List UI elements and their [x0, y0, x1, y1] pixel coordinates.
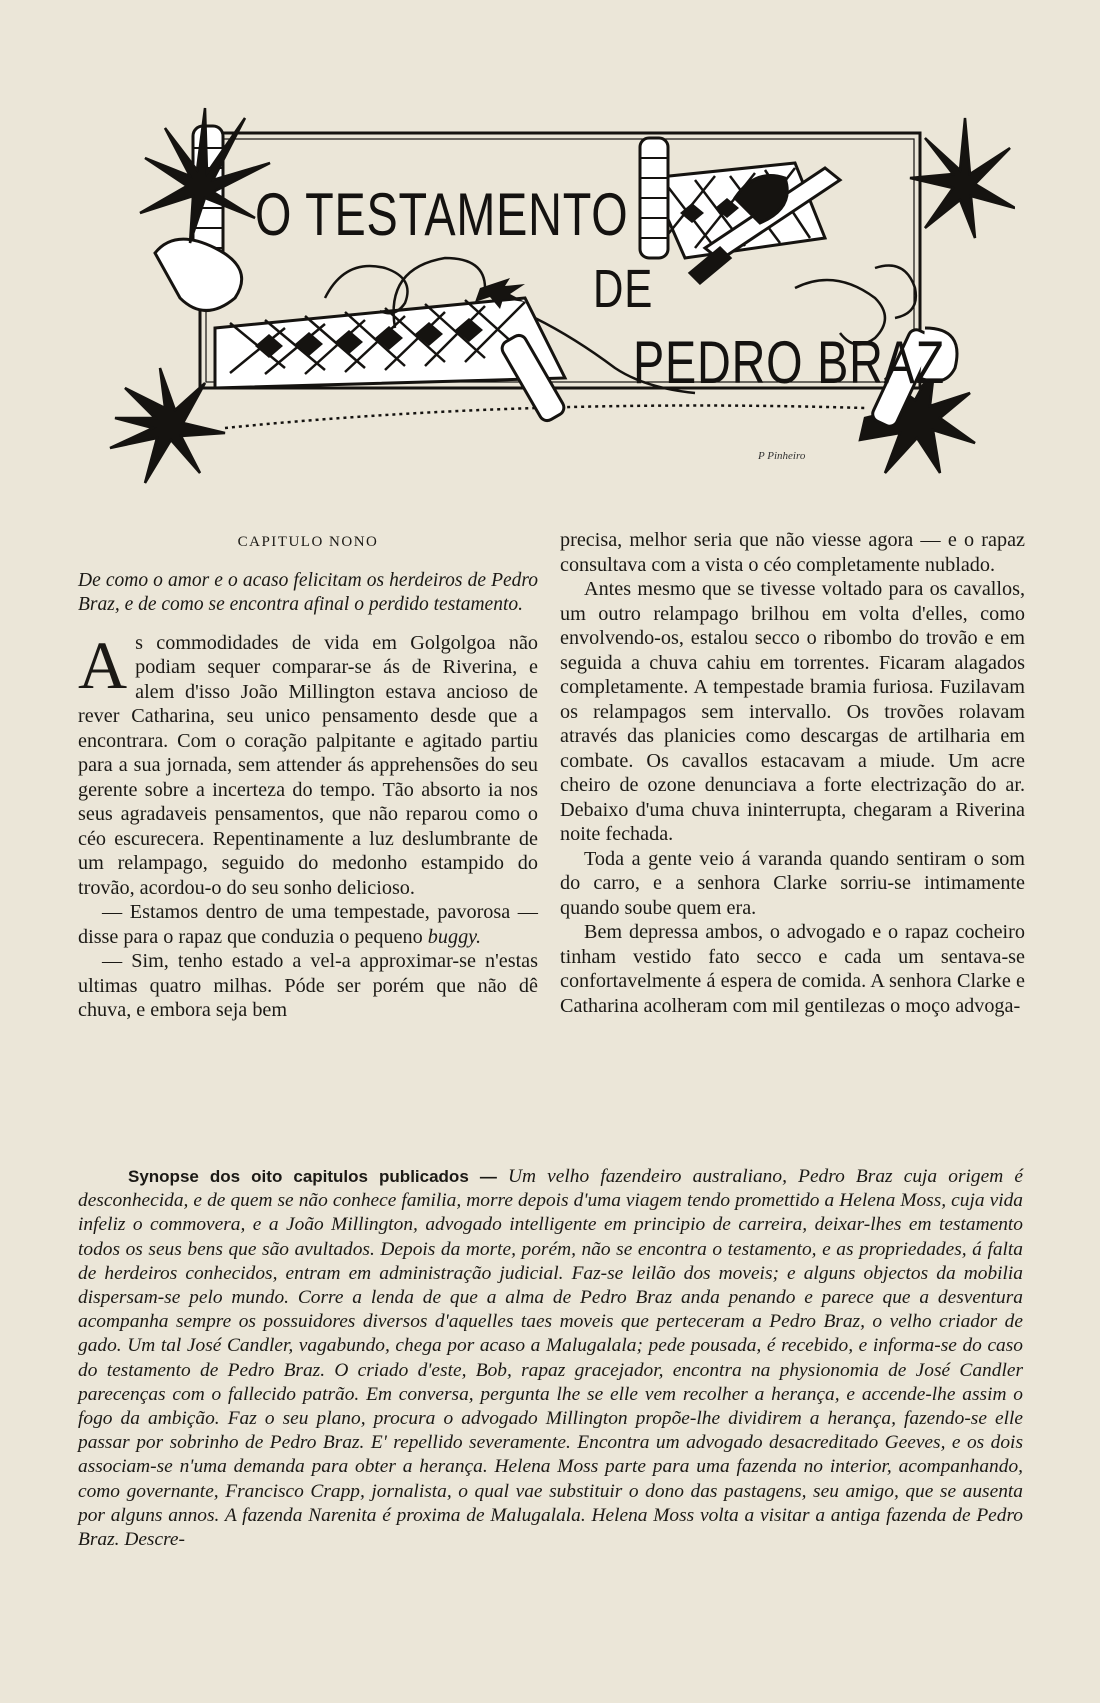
ornamental-frame-illustration	[95, 88, 1015, 488]
illustrator-signature: P Pinheiro	[758, 450, 806, 462]
paragraph: — Sim, tenho estado a vel-a approximar-se n'estas ultimas quatro milhas. Póde ser porém que não dê chuva, e embora seja bem	[78, 950, 538, 1021]
synopsis	[78, 1165, 1023, 1552]
title-banner	[95, 88, 1015, 488]
chapter-summary: De como o amor e o acaso felicitam os herdeiros de Pedro Braz, e de como se encontra afinal o perdido testamento.	[78, 569, 538, 615]
title-line-2: DE	[593, 259, 654, 319]
paragraph: Toda a gente veio á varanda quando sentiram o som do carro, e a senhora Clarke sorriu-se intimamente quando soube quem era.	[560, 847, 1025, 919]
paragraph: Bem depressa ambos, o advogado e o rapaz cocheiro tinham vestido fato secco e cada um sentava-se confortavelmente á espera de comida. A senhora Clarke e Catharina acolheram com mil gentilezas o moço advoga-	[560, 921, 1025, 1017]
title-line-1: O TESTAMENTO	[255, 181, 629, 248]
synopsis-text: Um velho fazendeiro australiano, Pedro Braz cuja origem é desconhecida, e de quem se não conhece familia, morre depois d'uma viagem tendo promettido a Helena Moss, cuja vida infeliz o commovera, e a João Millington, advogado intelligente em principio de carreira, deixar-lhes em testamento todos os seus bens que são avultados. Depois da morte, porém, não se encontra o testamento, e as propriedades, á falta de herdeiros conhecidos, entram em administração judicial. Faz-se leilão dos moveis; e alguns objectos da mobilia dispersam-se pelo mundo. Corre a lenda de que a alma de Pedro Braz anda penando e parece que a desventura acompanha sempre os possuidores diversos d'aquelles taes moveis que perteceram a Pedro Braz, o velho criador de gado. Um tal José Candler, vagabundo, chega por acaso a Malugalala; pede pousada, é recebido, e informa-se do caso do testamento de Pedro Braz. O criado d'este, Bob, rapaz gracejador, encontra na physionomia de José Candler parecenças com o fallecido patrão. Em conversa, pergunta lhe se elle vem recolher a herança, e accende-lhe assim o fogo da ambição. Faz o seu plano, procura o advogado Millington propõe-lhe dividirem a herança, fazendo-se elle passar por sobrinho de Pedro Braz. E' repellido severamente. Encontra um advogado desacreditado Geeves, e os dois associam-se n'uma demanda para obter a herança. Helena Moss parte para uma fazenda no interior, acompanhando, como governante, Francisco Crapp, jornalista, o qual vae substituir o dono das pastagens, seu amigo, que se ausenta por alguns annos. A fazenda Narenita é proxima de Malugalala. Helena Moss volta a visitar a antiga fazenda de Pedro Braz. Descre-	[78, 1166, 1023, 1551]
right-column	[560, 528, 1025, 1018]
paragraph-text: s commodidades de vida em Golgolgoa não podiam sequer comparar-se ás de Riverina, e alem d'isso João Millington estava ancioso de rever Catharina, seu unico pensamento desde que a encontrara. Com o coração palpitante e agitado partiu para a sua jornada, sem attender ás apprehensões do seu gerente sobre a incerteza do tempo. Tão absorto ia nos seus agradaveis pensamentos, que não reparou como o céo escurecera. Repentinamente a luz deslumbrante de um relampago, seguido do medonho estampido do trovão, acordou-o do seu sonho delicioso.	[78, 631, 538, 899]
drop-cap: A	[78, 626, 128, 703]
title-line-3: PEDRO BRAZ	[633, 329, 946, 396]
italic-word: buggy.	[427, 925, 482, 948]
chapter-label: CAPITULO NONO	[237, 534, 379, 550]
synopsis-heading: Synopse dos oito capitulos publicados —	[128, 1167, 497, 1186]
paragraph-text: — Estamos dentro de uma tempestade, pavorosa — disse para o rapaz que conduzia o pequeno	[78, 901, 538, 948]
paragraph	[78, 900, 538, 949]
left-column	[78, 530, 538, 1023]
paragraph: Antes mesmo que se tivesse voltado para os cavallos, um outro relampago brilhou em volta d'elles, como envolvendo-os, estalou secco o ribombo do trovão e em seguida a chuva cahiu em torrentes. Ficaram alagados completamente. A tempestade bramia furiosa. Fuzilavam os relampagos sem intervallo. Os trovões rolavam através das planicies como descargas de artilharia em combate. Os cavallos estacavam a miude. Um acre cheiro de ozone denunciava a forte electrização do ar. Debaixo d'uma chuva ininterrupta, chegaram a Riverina noite fechada.	[560, 578, 1025, 845]
paragraph	[78, 626, 538, 901]
paragraph: precisa, melhor seria que não viesse agora — e o rapaz consultava com a vista o céo completamente nublado.	[560, 529, 1025, 576]
